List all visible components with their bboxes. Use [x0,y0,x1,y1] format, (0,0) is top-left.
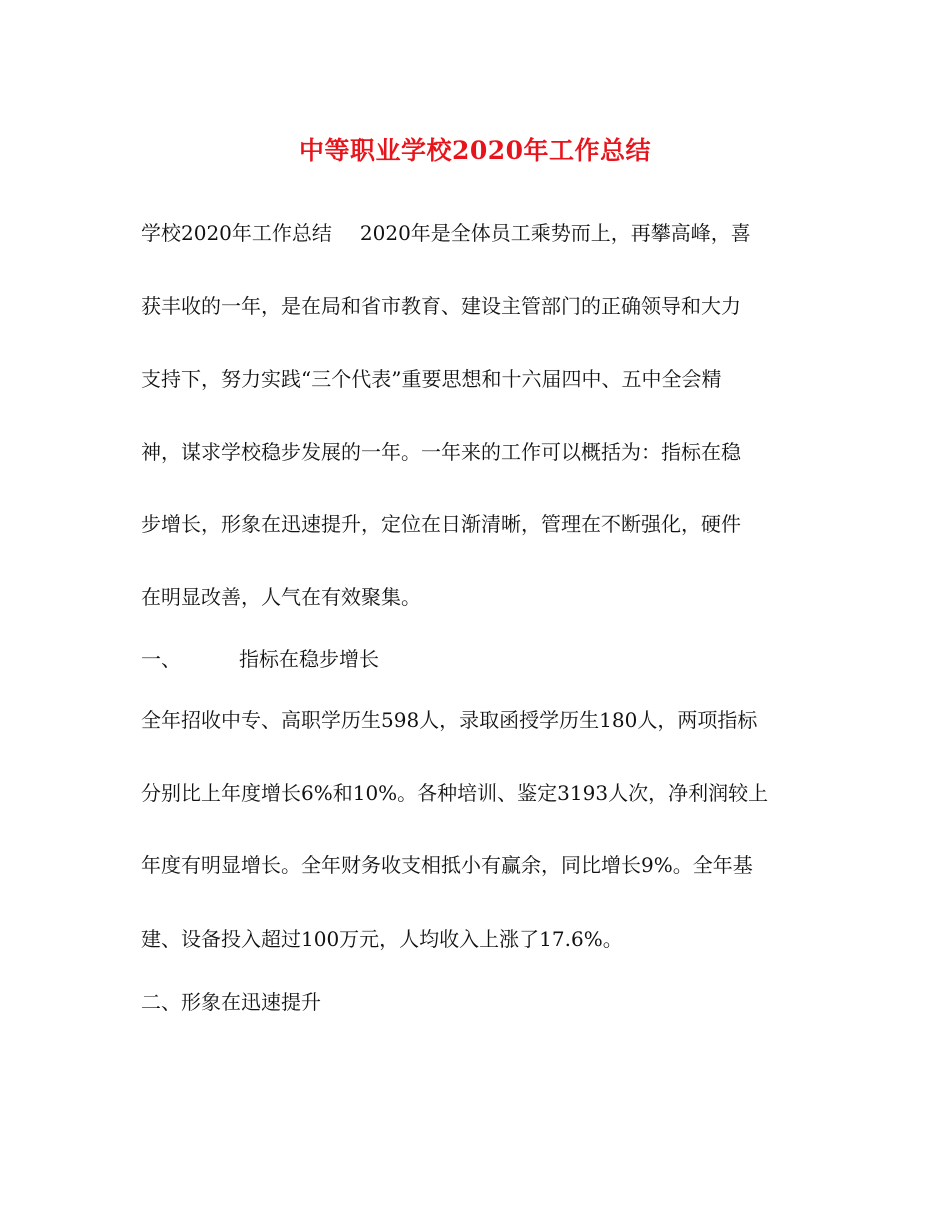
intro-line-3: 支持下，努力实践“三个代表”重要思想和十六届四中、五中全会精 [141,367,722,391]
section-1-heading [141,645,379,673]
intro-line-1 [141,219,751,247]
section-1-number: 一、 [141,647,181,671]
document-title: 中等职业学校2020年工作总结 [298,136,652,165]
section-1-line-1: 全年招收中专、高职学历生598人，录取函授学历生180人，两项指标 [141,708,758,732]
section-1-line-2: 分别比上年度增长6%和10%。各种培训、鉴定3193人次，净利润较上 [141,781,769,805]
intro-line-2: 获丰收的一年，是在局和省市教育、建设主管部门的正确领导和大力 [141,294,741,318]
intro-line-4: 神，谋求学校稳步发展的一年。一年来的工作可以概括为：指标在稳 [141,440,741,464]
section-2-heading: 二、形象在迅速提升 [141,990,321,1014]
intro-line-6: 在明显改善，人气在有效聚集。 [141,585,421,609]
section-1-title: 指标在稳步增长 [239,647,379,671]
intro-lead: 学校2020年工作总结 [141,221,332,245]
intro-line-5: 步增长，形象在迅速提升，定位在日渐清晰，管理在不断强化，硬件 [141,512,741,536]
section-1-line-3: 年度有明显增长。全年财务收支相抵小有赢余，同比增长9%。全年基 [141,853,753,877]
intro-line-1-text: 2020年是全体员工乘势而上，再攀高峰，喜 [359,221,751,245]
section-1-line-4: 建、设备投入超过100万元，人均收入上涨了17.6%。 [141,927,623,951]
